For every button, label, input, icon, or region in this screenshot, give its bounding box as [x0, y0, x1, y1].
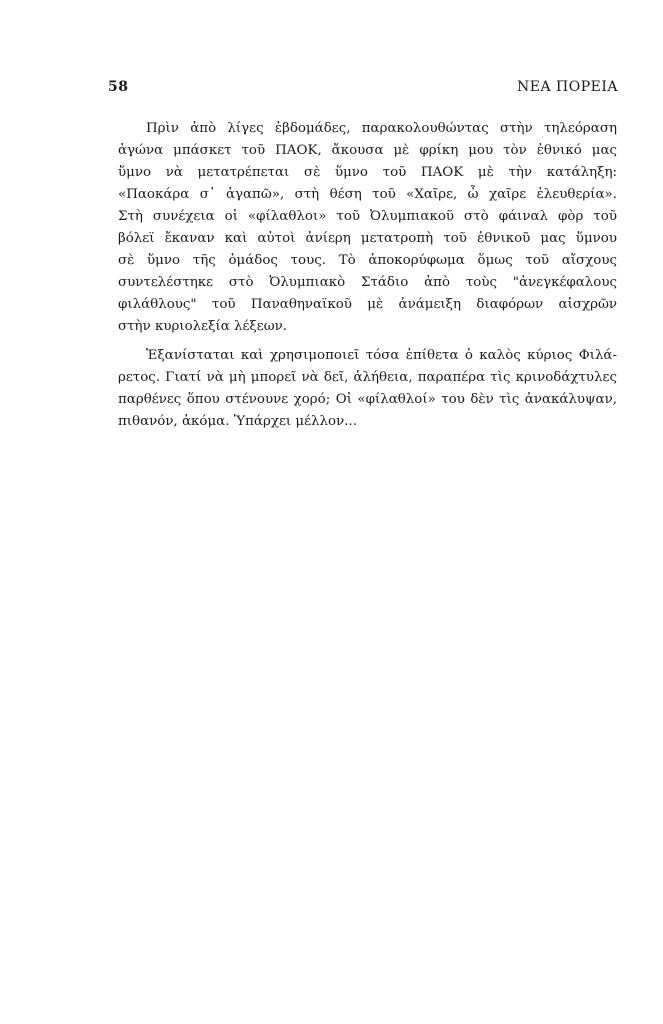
text-line: βόλεϊ ἔκαναν καὶ αὐτοὶ ἀνίερη μετατροπὴ τοῦ ἐθνικοῦ μας ὕμνου — [118, 231, 617, 246]
text-line: στὴν κυριολεξία λέξεων. — [118, 319, 288, 334]
text-line: φιλάθλους" τοῦ Παναθηναϊκοῦ μὲ ἀνάμειξη διαφόρων αἰσχρῶν — [118, 297, 617, 312]
text-line: Ἐξανίσταται καὶ χρησιμοποιεῖ τόσα ἐπίθετα ὁ καλὸς κύριος Φιλά- — [146, 348, 617, 363]
text-line: παρθένες ὅπου στένουνε χορό; Οἱ «φίλαθλοί» του δὲν τὶς ἀνακάλυψαν, — [118, 392, 617, 407]
running-title: ΝΕΑ ΠΟΡΕΙΑ — [517, 79, 618, 95]
text-line: Στὴ συνέχεια οἱ «φίλαθλοι» τοῦ Ὀλυμπιακοῦ στὸ φάιναλ φὸρ τοῦ — [118, 209, 617, 224]
page-number: 58 — [108, 79, 129, 95]
text-line: ρετος. Γιατί νὰ μὴ μπορεῖ νὰ δεῖ, ἀλήθεια, παραπέρα τὶς κρινοδάχτυλες — [118, 370, 617, 385]
text-line: ἀγώνα μπάσκετ τοῦ ΠΑΟΚ, ἄκουσα μὲ φρίκη μου τὸν ἐθνικό μας — [118, 143, 617, 158]
text-line: ὕμνο νὰ μετατρέπεται σὲ ὕμνο τοῦ ΠΑΟΚ μὲ τὴν κατάληξη: — [118, 165, 617, 180]
text-line: σὲ ὕμνο τῆς ὁμάδος τους. Τὸ ἀποκορύφωμα ὅμως τοῦ αἴσχους — [118, 253, 617, 268]
text-line: Πρὶν ἀπὸ λίγες ἑβδομάδες, παρακολουθώντας στὴν τηλεόραση — [146, 121, 617, 136]
text-line: πιθανόν, ἀκόμα. Ὑπάρχει μέλλον... — [118, 414, 357, 429]
paragraph-1 — [118, 118, 617, 338]
text-line: «Παοκάρα σ᾽ ἀγαπῶ», στὴ θέση τοῦ «Χαῖρε, ὦ χαῖρε ἐλευθερία». — [118, 187, 617, 202]
paragraph-2 — [118, 345, 617, 433]
text-line: συντελέστηκε στὸ Ὀλυμπιακὸ Στάδιο ἀπὸ τοὺς "ἀνεγκέφαλους — [118, 275, 617, 290]
